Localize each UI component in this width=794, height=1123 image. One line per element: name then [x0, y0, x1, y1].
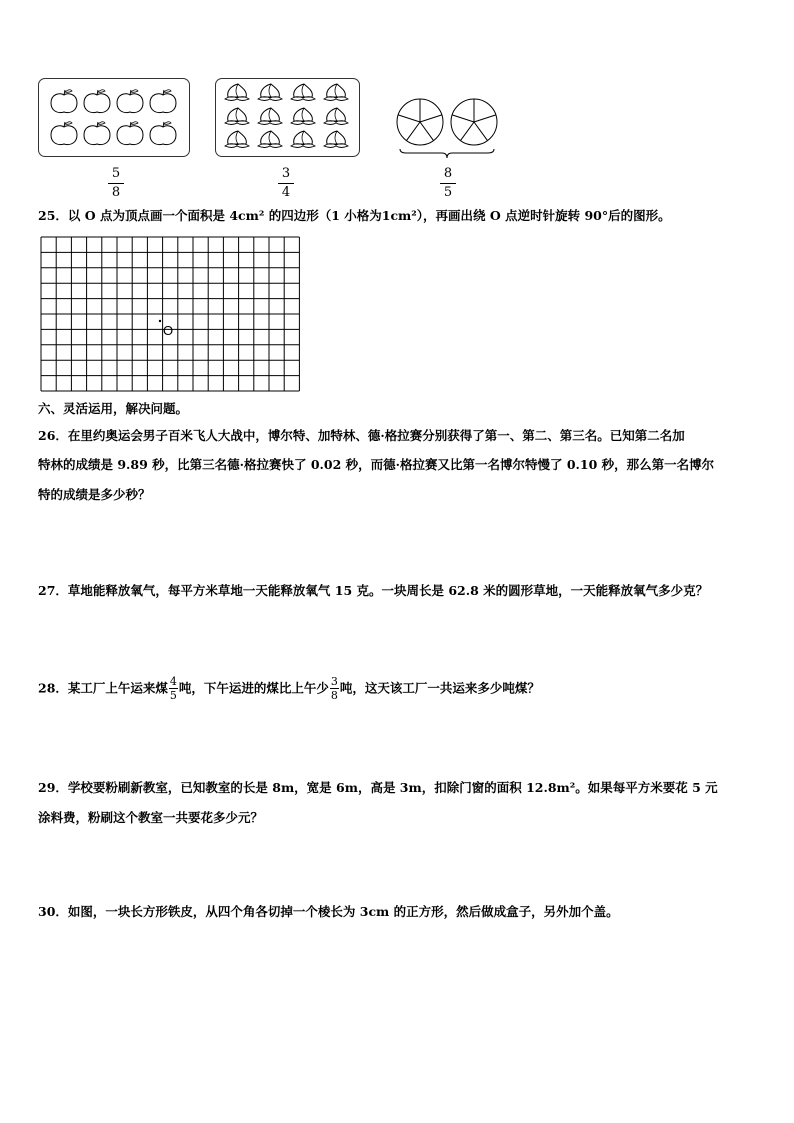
apple-icon	[84, 122, 110, 145]
point-o-dot	[159, 320, 161, 322]
question-28	[38, 673, 540, 704]
circles-figure	[390, 92, 505, 167]
question-26-line2: 特林的成绩是 9.89 秒，比第三名德·格拉赛快了 0.02 秒，而德·格拉赛又比第一名博尔特慢了 0.10 秒，那么第一名博尔	[38, 457, 715, 472]
q28-part2: 吨，下午运进的煤比上午少	[178, 680, 329, 696]
apples-fraction-denominator: 8	[111, 185, 121, 200]
question-26-line1: 26．在里约奥运会男子百米飞人大战中，博尔特、加特林、德·格拉赛分别获得了第一、第二、第三名。已知第二名加	[38, 428, 685, 443]
apple-icon	[84, 90, 110, 113]
section-6-title: 六、灵活运用，解决问题。	[38, 401, 189, 416]
peach-icon	[291, 108, 315, 125]
peaches-fraction-denominator: 4	[281, 185, 291, 200]
apple-icon	[51, 90, 77, 113]
peach-icon	[324, 108, 348, 125]
peach-icon	[225, 84, 249, 101]
question-27: 27．草地能释放氧气，每平方米草地一天能释放氧气 15 克。一块周长是 62.8 米的圆形草地，一天能释放氧气多少克？	[38, 583, 709, 598]
question-26-line3: 特的成绩是多少秒？	[38, 487, 151, 502]
square-grid	[40, 236, 300, 393]
peach-icon	[324, 84, 348, 101]
peach-icon	[258, 84, 282, 101]
brace	[400, 149, 494, 158]
peach-icon	[291, 84, 315, 101]
apple-icon	[150, 122, 176, 145]
apple-icon	[51, 122, 77, 145]
peach-icon	[258, 108, 282, 125]
apples-fraction-numerator: 5	[111, 166, 121, 181]
peach-icon	[225, 108, 249, 125]
circles-fraction	[438, 167, 458, 201]
question-29-line2: 涂料费，粉刷这个教室一共要花多少元？	[38, 810, 264, 825]
peach-icon	[225, 131, 249, 148]
apples-fraction	[106, 167, 126, 201]
apple-icon	[150, 90, 176, 113]
point-o-label: O	[163, 323, 174, 338]
peaches-grid	[215, 78, 360, 157]
q28-fraction-2: $\frac{3}{8}$	[330, 675, 338, 702]
peaches-fraction-numerator: 3	[281, 166, 291, 181]
question-29-line1: 29．学校要粉刷新教室，已知教室的长是 8m，宽是 6m，高是 3m，扣除门窗的面积 12.8m²。如果每平方米要花 5 元	[38, 780, 718, 795]
q28-fraction-1: $\frac{4}{5}$	[169, 675, 177, 702]
apple-icon	[117, 122, 143, 145]
circles-fraction-numerator: 8	[443, 166, 453, 181]
apples-grid	[38, 78, 190, 157]
q28-part3: 吨，这天该工厂一共运来多少吨煤？	[339, 680, 540, 696]
question-30: 30．如图，一块长方形铁皮，从四个角各切掉一个棱长为 3cm 的正方形，然后做成盒子，另外加个盖。	[38, 904, 619, 919]
peach-icon	[258, 131, 282, 148]
question-25: 25．以 O 点为顶点画一个面积是 4cm² 的四边形（1 小格为1cm²），再画出绕 O 点逆时针旋转 90°后的图形。	[38, 208, 671, 223]
q28-part1: 28．某工厂上午运来煤	[38, 680, 168, 696]
peaches-fraction	[276, 167, 296, 201]
circle-left	[397, 99, 443, 145]
peach-icon	[324, 131, 348, 148]
circle-right	[451, 99, 497, 145]
circles-fraction-denominator: 5	[443, 185, 453, 200]
apple-icon	[117, 90, 143, 113]
peach-icon	[291, 131, 315, 148]
